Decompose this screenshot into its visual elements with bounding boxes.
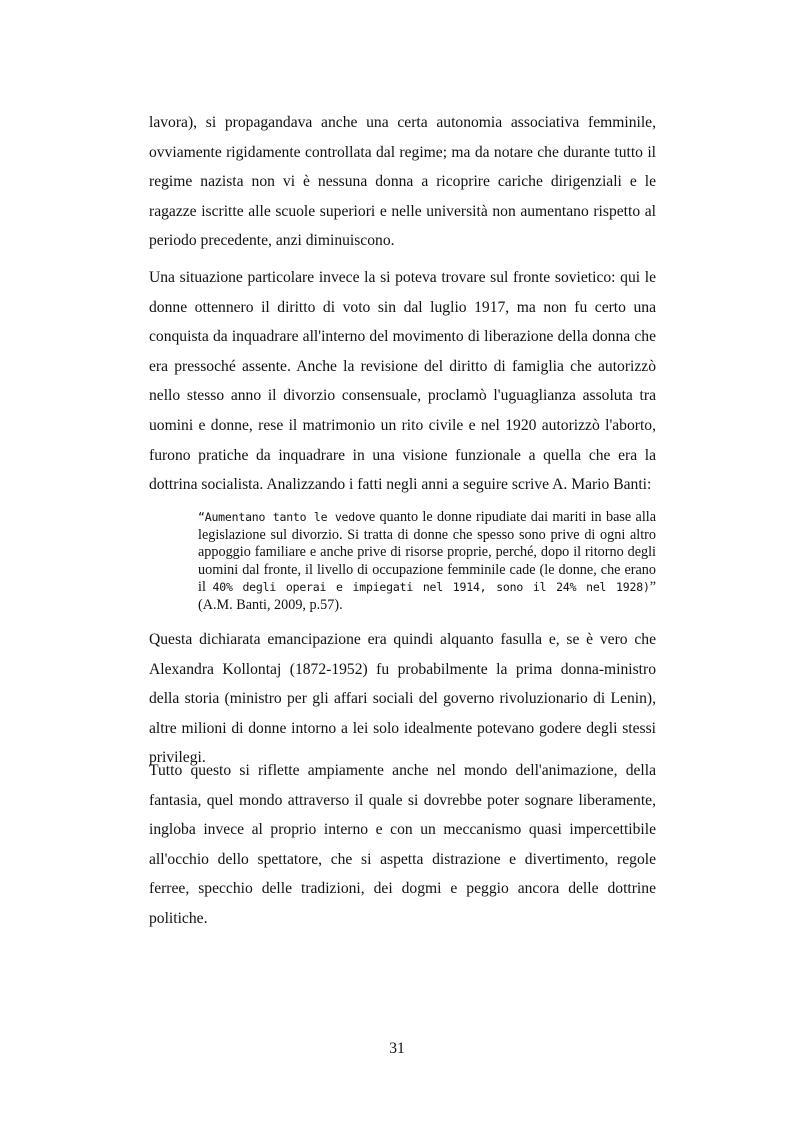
- quote-part-2: ve quanto le donne ripudiate dai mariti in base alla legislazione sul divorzio. Si tratta di donne che spesso sono prive di ogni altro appoggio familiare e anche prive di risorse proprie, perché, dopo il ritorno degli uomini dal fronte, il livello di occupazione femminile cade (le donne, che erano il: [198, 509, 657, 596]
- paragraph-false-emancipation: Questa dichiarata emancipazione era quindi alquanto fasulla e, se è vero che Alexandra Kollontaj (1872-1952) fu probabilmente la prima donna-ministro della storia (ministro per gli affari sociali del governo rivoluzionario di Lenin), altre milioni di donne intorno a lei solo idealmente potevano godere degli stessi privilegi.: [149, 631, 656, 767]
- paragraph-soviet-front: Una situazione particolare invece la si poteva trovare sul fronte sovietico: qui le donne ottennero il diritto di voto sin dal luglio 1917, ma non fu certo una conquista da inquadrare all'interno del movimento di liberazione della donna che era pressoché assente. Anche la revisione del diritto di famiglia che autorizzò nello stesso anno il divorzio consensuale, proclamò l'uguaglianza assoluta tra uomini e donne, rese il matrimonio un rito civile e nel 1920 autorizzò l'aborto, furono pratiche da inquadrare in una visione funzionale a quella che era la dottrina socialista. Analizzando i fatti negli anni a seguire scrive A. Mario Banti:: [149, 269, 656, 494]
- quote-part-3: 40% degli operai e impiegati nel 1914, sono il 24% nel 1928): [212, 580, 650, 595]
- quote-part-1: “Aumentano tanto le vedo: [198, 510, 362, 524]
- quote-part-4: ” (A.M. Banti, 2009, p.57).: [198, 579, 656, 613]
- paragraph-nazi-regime: lavora), si propagandava anche una certa autonomia associativa femminile, ovviamente rigidamente controllata dal regime; ma da notare che durante tutto il regime nazista non vi è nessuna donna a ricoprire cariche dirigenziali e le ragazze iscritte alle scuole superiori e nelle università non aumentano rispetto al periodo precedente, anzi diminuiscono.: [149, 114, 656, 250]
- banti-quotation: [198, 509, 656, 615]
- page-number: 31: [389, 1040, 405, 1057]
- paragraph-animation-world: Tutto questo si riflette ampiamente anche nel mondo dell'animazione, della fantasia, quel mondo attraverso il quale si dovrebbe poter sognare liberamente, ingloba invece al proprio interno e con un meccanismo quasi impercettibile all'occhio dello spettatore, che si aspetta distrazione e divertimento, regole ferree, specchio delle tradizioni, dei dogmi e peggio ancora delle dottrine politiche.: [149, 762, 656, 927]
